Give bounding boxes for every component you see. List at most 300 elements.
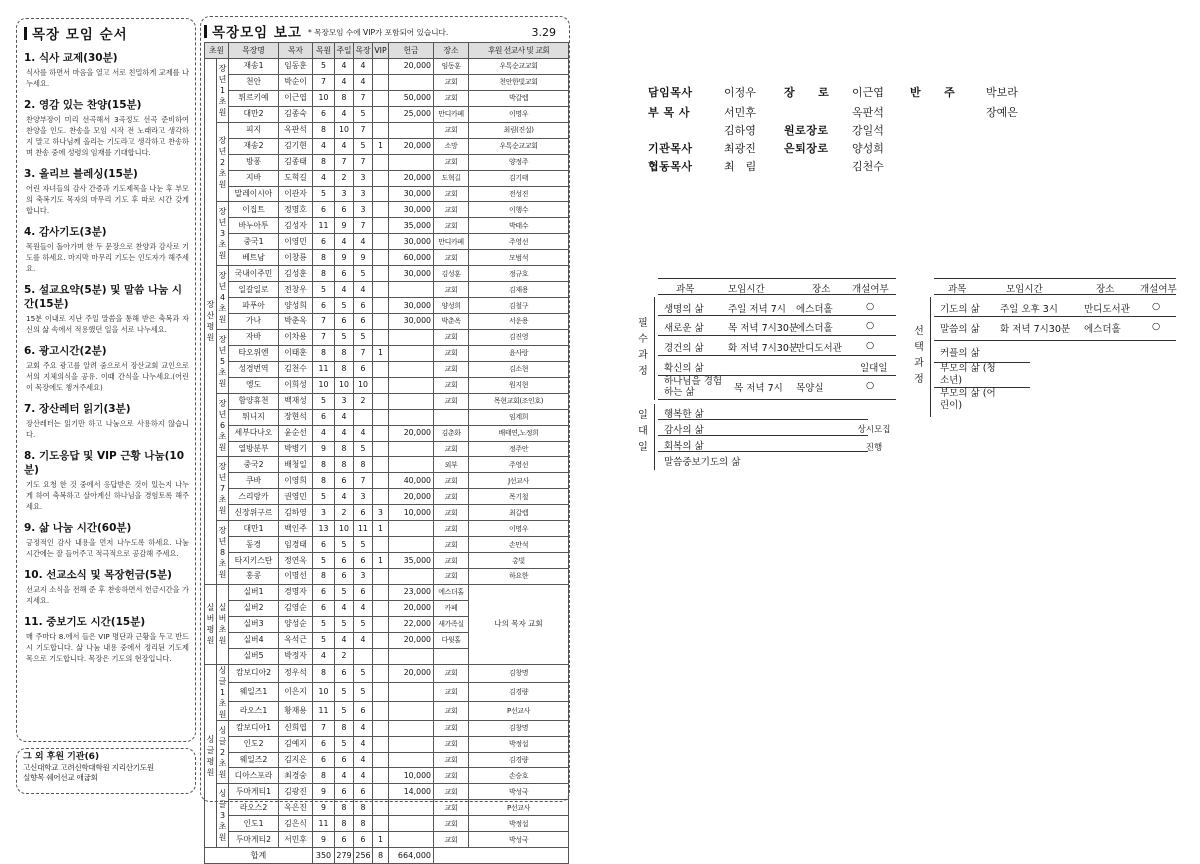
mokja-name: 김성훈 xyxy=(279,266,313,282)
mokjang-count: 6 xyxy=(354,298,373,314)
course-cell: 커플의 삶 xyxy=(940,348,980,359)
course-cell: 하나님을 경험하는 삶 xyxy=(664,376,723,398)
report-date: 3.29 xyxy=(531,25,556,39)
mokjang-count: 4 xyxy=(354,736,373,752)
table-row xyxy=(205,664,569,683)
mokjang-name: 타오위엔 xyxy=(229,345,279,361)
vip-count: 1 xyxy=(373,553,389,569)
mokjang-count: 3 xyxy=(354,489,373,505)
meeting-place: 교회 xyxy=(434,768,469,784)
supported-mission: 이명우 xyxy=(469,106,569,122)
staff-row xyxy=(648,158,1068,176)
sunday-count: 8 xyxy=(335,345,354,361)
mokjang-name: 이집트 xyxy=(229,202,279,218)
mokwon-count: 10 xyxy=(313,90,335,106)
mokwon-count: 3 xyxy=(313,505,335,521)
mokja-name: 김천수 xyxy=(279,361,313,377)
course-cell: ○ xyxy=(1152,301,1161,312)
sunday-count: 5 xyxy=(335,616,354,632)
report-note: * 목장모임 수에 VIP가 포함되어 있습니다. xyxy=(307,28,449,37)
mokja-name: 전창우 xyxy=(279,282,313,298)
offering-amount xyxy=(389,537,434,553)
mokwon-count: 5 xyxy=(313,393,335,409)
vip-count xyxy=(373,298,389,314)
vip-count: 3 xyxy=(373,505,389,521)
course-cell: 경건의 삶 xyxy=(664,343,704,354)
staff-row xyxy=(648,104,1068,122)
mokjang-count: 5 xyxy=(354,616,373,632)
supported-mission: 박정섭 xyxy=(469,736,569,752)
mokwon-count: 5 xyxy=(313,632,335,648)
order-step xyxy=(24,167,189,216)
mokwon-count: 11 xyxy=(313,218,335,234)
report-col-header: 초원 xyxy=(205,43,229,59)
supported-mission: 김기태 xyxy=(469,170,569,186)
sunday-count: 8 xyxy=(335,441,354,457)
supported-mission-silver: 나의 목자 교회 xyxy=(469,584,569,664)
offering-amount xyxy=(389,683,434,702)
order-step xyxy=(24,51,189,89)
mokja-name: 김영순 xyxy=(279,600,313,616)
course-row xyxy=(934,388,1030,416)
mokjang-name: 중국1 xyxy=(229,234,279,250)
course-cell: 부모의 삶 (어린이) xyxy=(940,388,996,411)
supported-mission: 서운용 xyxy=(469,314,569,330)
onetoone-subject: 행복한 삶 xyxy=(664,409,704,420)
meeting-place: 새가족실 xyxy=(434,616,469,632)
mokja-name: 정연옥 xyxy=(279,553,313,569)
order-step-body: 어린 자녀들의 감사 간증과 기도제목을 나눈 후 부모의 축복기도 목자의 마무리 기도 후 따로 시간 갖게 합니다. xyxy=(26,184,189,215)
staff-name: 이정우 xyxy=(724,86,756,99)
report-header-row xyxy=(205,43,569,59)
mokjang-count: 5 xyxy=(354,537,373,553)
supported-mission: 윤사랑 xyxy=(469,345,569,361)
supported-mission: 김철구 xyxy=(469,298,569,314)
offering-amount xyxy=(389,329,434,345)
sunday-count: 5 xyxy=(335,537,354,553)
meeting-place: 다윗홀 xyxy=(434,632,469,648)
meeting-order-list xyxy=(24,51,189,664)
offering-amount xyxy=(389,377,434,393)
course-cell: ○ xyxy=(866,320,875,331)
table-row xyxy=(205,457,569,473)
mokja-name: 임동훈 xyxy=(279,59,313,75)
meeting-place: 교회 xyxy=(434,473,469,489)
course-row xyxy=(934,297,1176,317)
offering-amount: 10,000 xyxy=(389,505,434,521)
mokwon-count: 7 xyxy=(313,74,335,90)
mokjang-count: 5 xyxy=(354,138,373,154)
mokja-name: 옥석근 xyxy=(279,632,313,648)
mokwon-count: 5 xyxy=(313,186,335,202)
group-single: 싱글평원 xyxy=(205,664,217,848)
vip-count xyxy=(373,409,389,425)
group-jangsan: 장산평원 xyxy=(205,59,217,585)
mokwon-count: 11 xyxy=(313,701,335,720)
mokjang-count: 7 xyxy=(354,345,373,361)
meeting-place: 도혁길 xyxy=(434,170,469,186)
mokjang-name: 인도2 xyxy=(229,736,279,752)
sunday-count: 8 xyxy=(335,457,354,473)
mokjang-count: 6 xyxy=(354,361,373,377)
vip-count xyxy=(373,393,389,409)
sunday-count: 4 xyxy=(335,59,354,75)
order-step-title: 7. 장산레터 읽기(3분) xyxy=(24,403,131,415)
report-body xyxy=(205,59,569,864)
table-row xyxy=(205,218,569,234)
mokjang-count: 5 xyxy=(354,441,373,457)
course-cell: 에스더홀 xyxy=(1084,324,1121,335)
mokja-name: 양성희 xyxy=(279,298,313,314)
table-row xyxy=(205,683,569,702)
table-row xyxy=(205,90,569,106)
order-step xyxy=(24,283,189,335)
table-row xyxy=(205,409,569,425)
mokwon-count: 10 xyxy=(313,683,335,702)
supported-mission: P선교사 xyxy=(469,701,569,720)
table-row xyxy=(205,489,569,505)
supported-mission: 김경량 xyxy=(469,752,569,768)
course-row xyxy=(658,356,896,376)
mokjang-name: 열방분부 xyxy=(229,441,279,457)
order-step-body: 선교지 소식을 전해 준 후 찬송하면서 헌금시간을 가지세요. xyxy=(26,585,189,605)
supported-mission: 박갈렙 xyxy=(469,90,569,106)
sunday-count: 5 xyxy=(335,298,354,314)
course-header xyxy=(934,278,1176,295)
mokjang-count: 8 xyxy=(354,816,373,832)
mokja-name: 김하영 xyxy=(279,505,313,521)
course-row xyxy=(658,316,896,336)
vip-count xyxy=(373,683,389,702)
staff-name: 장예은 xyxy=(986,106,1018,119)
meeting-place: 교회 xyxy=(434,521,469,537)
supported-mission: 김진영 xyxy=(469,329,569,345)
sunday-count: 6 xyxy=(335,266,354,282)
mokja-name: 도혁길 xyxy=(279,170,313,186)
sunday-count: 4 xyxy=(335,282,354,298)
course-cell: 에스더홀 xyxy=(796,323,833,334)
supported-mission: 배태연,노정희 xyxy=(469,425,569,441)
supported-mission: 손승호 xyxy=(469,768,569,784)
course-cell: 기도의 삶 xyxy=(940,304,980,315)
report-title: 목장모임 보고 xyxy=(212,25,302,41)
course-col-header: 과목 xyxy=(676,284,695,295)
table-row xyxy=(205,282,569,298)
mokjang-count: 6 xyxy=(354,505,373,521)
supported-mission: 총빛 xyxy=(469,553,569,569)
chowon-label: 장년1초원 xyxy=(217,59,229,123)
offering-amount xyxy=(389,457,434,473)
mokjang-name: 웨일즈1 xyxy=(229,683,279,702)
mokja-name: 김종숙 xyxy=(279,106,313,122)
mokjang-name: 타지키스탄 xyxy=(229,553,279,569)
sunday-count: 6 xyxy=(335,202,354,218)
mokwon-count: 6 xyxy=(313,752,335,768)
meeting-place: 교회 xyxy=(434,683,469,702)
course-cell: 목 저녁 7시30분 xyxy=(728,323,799,334)
course-table-right xyxy=(910,278,1176,424)
meeting-place: 교회 xyxy=(434,505,469,521)
order-step-title: 8. 기도응답 및 VIP 근황 나눔(10분) xyxy=(24,450,184,476)
meeting-place: 교회 xyxy=(434,122,469,138)
vip-count xyxy=(373,489,389,505)
mokjang-count: 4 xyxy=(354,74,373,90)
mokjang-count: 7 xyxy=(354,154,373,170)
supported-mission: P선교사 xyxy=(469,800,569,816)
vip-count xyxy=(373,250,389,266)
mokjang-count: 4 xyxy=(354,752,373,768)
mokwon-count: 8 xyxy=(313,122,335,138)
mokwon-count: 11 xyxy=(313,361,335,377)
supported-mission: 김소현 xyxy=(469,361,569,377)
course-col-header: 장소 xyxy=(1096,284,1115,295)
staff-row xyxy=(648,122,1068,140)
course-cell: 주일 저녁 7시 xyxy=(728,304,786,315)
mokjang-count: 5 xyxy=(354,683,373,702)
sunday-count: 3 xyxy=(335,186,354,202)
report-col-header: 목장명 xyxy=(229,43,279,59)
mokja-name: 김성자 xyxy=(279,218,313,234)
meeting-place: 교회 xyxy=(434,186,469,202)
table-row xyxy=(205,425,569,441)
vip-count xyxy=(373,648,389,664)
table-row xyxy=(205,298,569,314)
offering-amount xyxy=(389,752,434,768)
mokjang-name: 천안 xyxy=(229,74,279,90)
mokjang-name: 대만2 xyxy=(229,106,279,122)
table-row xyxy=(205,784,569,800)
table-row xyxy=(205,186,569,202)
vip-count xyxy=(373,457,389,473)
order-step xyxy=(24,225,189,274)
mokwon-count: 5 xyxy=(313,553,335,569)
mokwon-count: 5 xyxy=(313,489,335,505)
order-step-body: 찬양부장이 미리 선곡해서 3곡정도 선곡 준비하여 찬양을 인도. 찬송을 모임 시작 전 노래라고 생각하지 말고 하나님께 올리는 기도라고 생각하고 찬송하며 찬송 중에 성령의 임재를 기대합니다. xyxy=(26,115,189,157)
mokwon-count: 8 xyxy=(313,664,335,683)
vip-count xyxy=(373,170,389,186)
sunday-count: 8 xyxy=(335,361,354,377)
supported-mission: 김재용 xyxy=(469,282,569,298)
course-cell: ○ xyxy=(1152,321,1161,332)
meeting-place: 교회 xyxy=(434,720,469,736)
mokjang-count: 7 xyxy=(354,473,373,489)
supported-mission: 박태수 xyxy=(469,218,569,234)
onetoone-note: 상시모집 진행 xyxy=(857,425,891,453)
mokjang-count: 8 xyxy=(354,800,373,816)
course-cell: 화 저녁 7시30분 xyxy=(728,343,799,354)
mokwon-count: 7 xyxy=(313,720,335,736)
mokja-name: 임경태 xyxy=(279,537,313,553)
onetoone-row xyxy=(658,452,798,468)
mokjang-name: 실버1 xyxy=(229,584,279,600)
mokja-name: 이태훈 xyxy=(279,345,313,361)
mokjang-name: 캄보디아1 xyxy=(229,720,279,736)
table-row xyxy=(205,234,569,250)
offering-amount: 50,000 xyxy=(389,90,434,106)
support-title: 그 외 후원 기관(6) xyxy=(23,752,100,762)
mokjang-count xyxy=(354,648,373,664)
offering-amount: 23,000 xyxy=(389,584,434,600)
onetoone-subject: 감사의 삶 xyxy=(664,425,704,436)
mokjang-count: 6 xyxy=(354,314,373,330)
mokjang-name: 홍콩 xyxy=(229,569,279,585)
report-title-wrap xyxy=(204,21,302,41)
supported-mission: 이명우 xyxy=(469,521,569,537)
course-cell: ○ xyxy=(866,340,875,351)
vip-count xyxy=(373,361,389,377)
mokjang-count: 6 xyxy=(354,701,373,720)
report-col-header: 목원 xyxy=(313,43,335,59)
mokja-name: 양성순 xyxy=(279,616,313,632)
sunday-count: 4 xyxy=(335,74,354,90)
mokjang-count: 7 xyxy=(354,90,373,106)
mokjang-count: 6 xyxy=(354,584,373,600)
offering-amount: 40,000 xyxy=(389,473,434,489)
vip-count xyxy=(373,537,389,553)
mokwon-count: 5 xyxy=(313,282,335,298)
offering-amount xyxy=(389,409,434,425)
sunday-count: 5 xyxy=(335,736,354,752)
mokjang-name: 동경 xyxy=(229,537,279,553)
staff-role: 은퇴장로 xyxy=(784,142,829,155)
sunday-count: 2 xyxy=(335,505,354,521)
vip-count xyxy=(373,314,389,330)
mokjang-name: 재송2 xyxy=(229,138,279,154)
mokjang-count: 3 xyxy=(354,170,373,186)
sunday-count: 4 xyxy=(335,138,354,154)
mokjang-name: 디아스포라 xyxy=(229,768,279,784)
table-row xyxy=(205,736,569,752)
offering-amount xyxy=(389,736,434,752)
offering-amount: 60,000 xyxy=(389,250,434,266)
report-col-header: 장소 xyxy=(434,43,469,59)
table-row xyxy=(205,377,569,393)
chowon-label: 장년4초원 xyxy=(217,266,229,330)
table-row xyxy=(205,569,569,585)
meeting-place: 교회 xyxy=(434,800,469,816)
total-row xyxy=(205,848,569,864)
supported-mission: 원지현 xyxy=(469,377,569,393)
mokjang-name: 실버2 xyxy=(229,600,279,616)
sunday-count: 2 xyxy=(335,170,354,186)
mokja-name: 정명호 xyxy=(279,202,313,218)
mokjang-count: 4 xyxy=(354,600,373,616)
sunday-count: 6 xyxy=(335,473,354,489)
order-step xyxy=(24,568,189,606)
meeting-place: 교회 xyxy=(434,784,469,800)
staff-role: 원로장로 xyxy=(784,124,829,137)
supported-mission: 모범석 xyxy=(469,250,569,266)
group-silver-outer: 실버평원 xyxy=(205,584,217,664)
vip-count xyxy=(373,59,389,75)
order-step-body: 긍정적인 감사 내용을 먼저 나누도록 하세요. 나눔 시간에는 잘 들어주고 적극적으로 공감해 주세요. xyxy=(26,538,189,558)
order-step-title: 2. 영감 있는 찬양(15분) xyxy=(24,99,142,111)
meeting-place: 교회 xyxy=(434,816,469,832)
sunday-count: 5 xyxy=(335,329,354,345)
chowon-label: 장년7초원 xyxy=(217,457,229,521)
supported-mission: 목현교회(조인호) xyxy=(469,393,569,409)
offering-amount: 20,000 xyxy=(389,632,434,648)
staff-role: 협동목사 xyxy=(648,160,693,173)
sunday-count: 5 xyxy=(335,584,354,600)
staff-role: 부 목 사 xyxy=(648,106,691,119)
sunday-count: 6 xyxy=(335,553,354,569)
table-row xyxy=(205,138,569,154)
table-row xyxy=(205,170,569,186)
offering-amount: 14,000 xyxy=(389,784,434,800)
sunday-count: 8 xyxy=(335,720,354,736)
course-col-header: 과목 xyxy=(948,284,967,295)
vip-count xyxy=(373,377,389,393)
order-step xyxy=(24,449,189,512)
meeting-place: 교회 xyxy=(434,489,469,505)
course-cell: 만디도서관 xyxy=(1084,304,1130,315)
table-row xyxy=(205,345,569,361)
table-row xyxy=(205,553,569,569)
mokwon-count: 9 xyxy=(313,441,335,457)
vip-count xyxy=(373,632,389,648)
meeting-place: 교회 xyxy=(434,329,469,345)
order-step-title: 6. 광고시간(2분) xyxy=(24,345,107,357)
supported-mission: 박성국 xyxy=(469,832,569,848)
meeting-place: 교회 xyxy=(434,441,469,457)
vip-count xyxy=(373,266,389,282)
mokjang-count: 2 xyxy=(354,393,373,409)
order-step-title: 9. 삶 나눔 시간(60분) xyxy=(24,522,132,534)
vip-count xyxy=(373,752,389,768)
meeting-place: 교회 xyxy=(434,752,469,768)
sunday-count: 9 xyxy=(335,250,354,266)
meeting-place: 양성희 xyxy=(434,298,469,314)
chowon-label: 장년8초원 xyxy=(217,521,229,585)
supported-mission: 최갈렙 xyxy=(469,505,569,521)
meeting-place: 박춘옥 xyxy=(434,314,469,330)
mokwon-count: 8 xyxy=(313,457,335,473)
order-step-body: 매 주마다 8.에서 들은 VIP 명단과 근황을 두고 반드시 기도합니다. 삶 나눔 내용 중에서 정리된 기도제목으로 기도합니다. 목장은 기도의 현장입니다. xyxy=(26,632,189,663)
vip-count xyxy=(373,282,389,298)
mokja-name: 김예지 xyxy=(279,736,313,752)
mokjang-count: 4 xyxy=(354,720,373,736)
report-table xyxy=(204,42,569,864)
mokwon-count: 8 xyxy=(313,250,335,266)
meeting-place: 교회 xyxy=(434,250,469,266)
order-step xyxy=(24,98,189,158)
vip-count xyxy=(373,701,389,720)
mokja-name: 장현석 xyxy=(279,409,313,425)
meeting-place: 카페 xyxy=(434,600,469,616)
mokja-name: 이창룡 xyxy=(279,250,313,266)
mokwon-count: 9 xyxy=(313,784,335,800)
sunday-count: 10 xyxy=(335,122,354,138)
report-col-header: 후원 선교사 및 교회 xyxy=(469,43,569,59)
sunday-count: 2 xyxy=(335,648,354,664)
offering-amount xyxy=(389,393,434,409)
offering-amount: 20,000 xyxy=(389,59,434,75)
sunday-count: 10 xyxy=(335,521,354,537)
mokja-name: 정우석 xyxy=(279,664,313,683)
mokja-name: 박춘옥 xyxy=(279,314,313,330)
offering-amount: 20,000 xyxy=(389,138,434,154)
offering-amount xyxy=(389,361,434,377)
table-row xyxy=(205,832,569,848)
staff-name: 강일석 xyxy=(852,124,884,137)
offering-amount xyxy=(389,569,434,585)
table-row xyxy=(205,59,569,75)
course-row xyxy=(658,376,896,400)
meeting-place: 교회 xyxy=(434,218,469,234)
mokjang-count: 4 xyxy=(354,425,373,441)
sunday-count: 7 xyxy=(335,154,354,170)
